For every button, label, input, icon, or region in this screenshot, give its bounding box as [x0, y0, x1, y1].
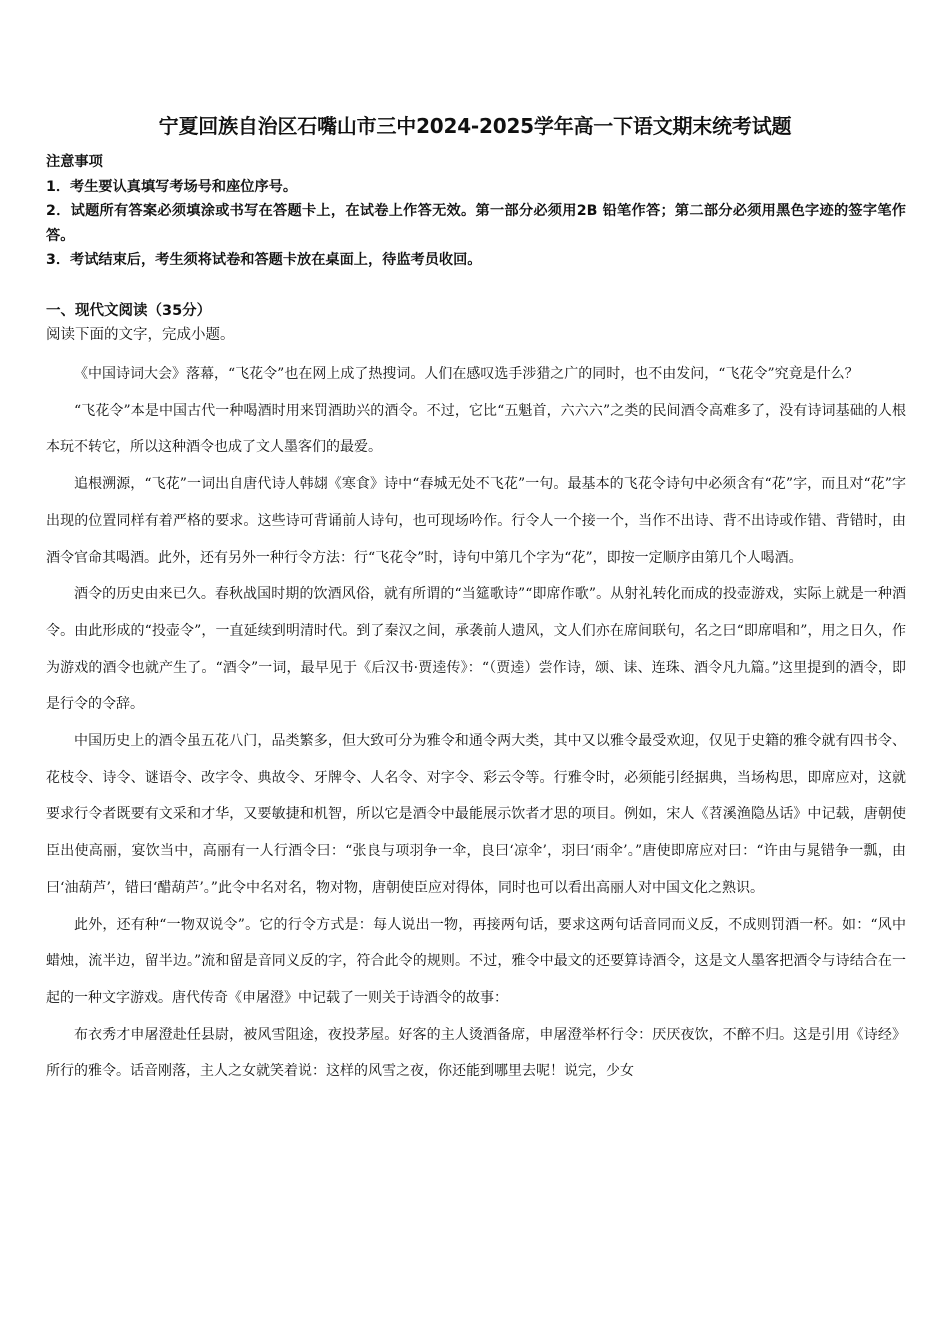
- notice-item-3: 3．考试结束后，考生须将试卷和答题卡放在桌面上，待监考员收回。: [46, 252, 482, 268]
- passage-paragraph-1: 《中国诗词大会》落幕，“飞花令”也在网上成了热搜词。人们在感叹选手涉猎之广的同时，也不由发问，“飞花令”究竟是什么？: [74, 366, 859, 382]
- exam-title: 宁夏回族自治区石嘴山市三中2024-2025学年高一下语文期末统考试题: [158, 114, 792, 138]
- notice-item-2: 2．试题所有答案必须填涂或书写在答题卡上，在试卷上作答无效。第一部分必须用2B 铅笔作答；第二部分必须用黑色字迹的签字笔作答。: [46, 203, 906, 244]
- passage-paragraph-5: 中国历史上的酒令虽五花八门，品类繁多，但大致可分为雅令和通令两大类，其中又以雅令最受欢迎，仅见于史籍的雅令就有四书令、花枝令、诗令、谜语令、改字令、典故令、牙牌令、人名令、对字令、彩云令等。行雅令时，必须能引经据典，当场构思，即席应对，这就要求行令者既要有文采和才华，又要敏捷和机智，所以它是酒令中最能展示饮者才思的项目。例如，宋人《苕溪渔隐丛话》中记载，唐朝使臣出使高丽，宴饮当中，高丽有一人行酒令曰：“张良与项羽争一伞，良曰‘凉伞’，羽曰‘雨伞’。”唐使即席应对曰：“许由与晁错争一瓢，由曰‘油葫芦’，错曰‘醋葫芦’。”此令中名对名，物对物，唐朝使臣应对得体，同时也可以看出高丽人对中国文化之熟识。: [46, 733, 906, 896]
- section-header: [46, 299, 906, 347]
- notice-item-1: 1．考生要认真填写考场号和座位序号。: [46, 178, 298, 195]
- passage-paragraph-3: 追根溯源，“飞花”一词出自唐代诗人韩翃《寒食》诗中“春城无处不飞花”一句。最基本的飞花令诗句中必须含有“花”字，而且对“花”字出现的位置同样有着严格的要求。这些诗可背诵前人诗句，也可现场吟作。行令人一个接一个，当作不出诗、背不出诗或作错、背错时，由酒令官命其喝酒。此外，还有另外一种行令方法：行“飞花令”时，诗句中第几个字为“花”，即按一定顺序由第几个人喝酒。: [46, 476, 906, 566]
- passage-paragraph-4: 酒令的历史由来已久。春秋战国时期的饮酒风俗，就有所谓的“当筵歌诗”“即席作歌”。从射礼转化而成的投壶游戏，实际上就是一种酒令。由此形成的“投壶令”，一直延续到明清时代。到了秦汉之间，承袭前人遗风，文人们亦在席间联句，名之曰“即席唱和”，用之日久，作为游戏的酒令也就产生了。“酒令”一词，最早见于《后汉书·贾逵传》：“（贾逵）尝作诗，颂、诔、连珠、酒令凡九篇。”这里提到的酒令，即是行令的令辞。: [46, 586, 906, 713]
- passage-paragraph-7: 布衣秀才申屠澄赴任县尉，被风雪阻途，夜投茅屋。好客的主人烫酒备席，申屠澄举杯行令：厌厌夜饮，不醉不归。这是引用《诗经》所行的雅令。话音刚落，主人之女就笑着说：这样的风雪之夜，你还能到哪里去呢！说完，少女: [46, 1026, 906, 1080]
- notice-heading: 注意事项: [46, 154, 103, 170]
- section-heading: 一、现代文阅读（35分）: [46, 303, 212, 319]
- passage-paragraph-2: “飞花令”本是中国古代一种喝酒时用来罚酒助兴的酒令。不过，它比“五魁首，六六六”之类的民间酒令高难多了，没有诗词基础的人根本玩不转它，所以这种酒令也成了文人墨客们的最爱。: [46, 402, 906, 456]
- section-instruction: 阅读下面的文字，完成小题。: [46, 327, 235, 343]
- notice-block: [46, 150, 906, 273]
- passage-paragraph-6: 此外，还有种“一物双说令”。它的行令方式是：每人说出一物，再接两句话，要求这两句话音同而义反，不成则罚酒一杯。如：“风中蜡烛，流半边，留半边。”流和留是音同义反的字，符合此令的规则。不过，雅令中最文的还要算诗酒令，这是文人墨客把酒令与诗结合在一起的一种文字游戏。唐代传奇《申屠澄》中记载了一则关于诗酒令的故事：: [46, 916, 906, 1006]
- reading-passage: [46, 356, 906, 1090]
